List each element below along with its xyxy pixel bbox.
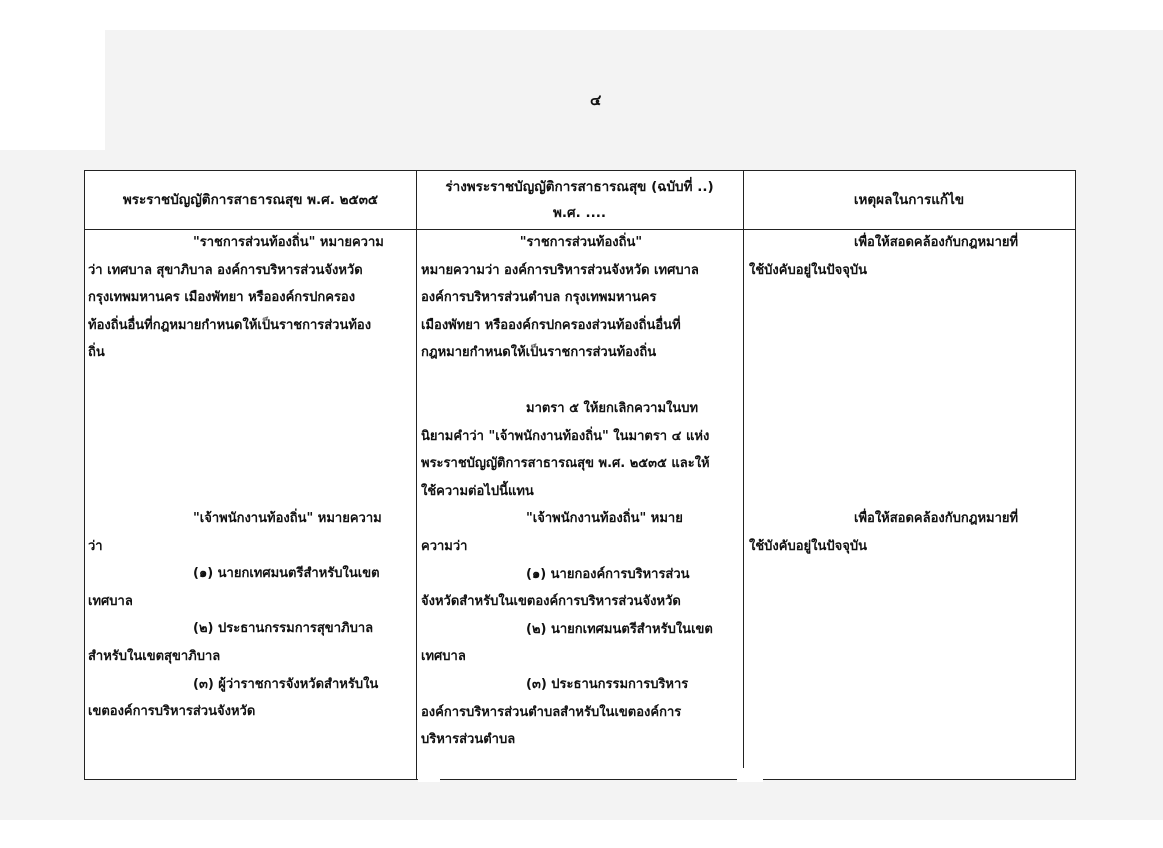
text-line: (๑) นายกเทศมนตรีสำหรับในเขต <box>193 566 380 582</box>
text-line: ถิ่น <box>88 345 105 361</box>
text-line: นิยามคำว่า "เจ้าพนักงานท้องถิ่น" ในมาตรา ๔ แห่ง <box>421 428 710 444</box>
text-line: เมืองพัทยา หรือองค์กรปกครองส่วนท้องถิ่นอื่นที่ <box>421 317 681 333</box>
text-line: ว่า เทศบาล สุขาภิบาล องค์การบริหารส่วนจังหวัด <box>88 262 363 278</box>
header-draft-act-line2: พ.ศ. .... <box>553 205 606 221</box>
header-reason-label: เหตุผลในการแก้ไข <box>853 192 965 208</box>
text-line: (๓) ผู้ว่าราชการจังหวัดสำหรับใน <box>193 676 379 692</box>
header-draft-act <box>416 171 743 229</box>
page-number: ๔ <box>590 91 602 109</box>
text-line: (๓) ประธานกรรมการบริหาร <box>526 676 689 692</box>
scan-gap <box>737 768 763 782</box>
text-line: "ราชการส่วนท้องถิ่น" <box>519 235 643 250</box>
text-line: ความว่า <box>421 538 468 554</box>
text-line: เขตองค์การบริหารส่วนจังหวัด <box>88 704 256 720</box>
text-line: เทศบาล <box>88 593 133 609</box>
text-line: สำหรับในเขตสุขาภิบาล <box>88 648 221 664</box>
text-line: ใช้บังคับอยู่ในปัจจุบัน <box>749 538 868 554</box>
text-line: (๒) นายกเทศมนตรีสำหรับในเขต <box>526 621 713 637</box>
definition-local-government-current <box>88 229 414 367</box>
text-line: (๒) ประธานกรรมการสุขาภิบาล <box>193 621 374 637</box>
text-line: "เจ้าพนักงานท้องถิ่น" หมาย <box>526 511 683 527</box>
text-line: องค์การบริหารส่วนตำบล กรุงเทพมหานคร <box>421 290 657 306</box>
column-draft-act <box>421 229 741 779</box>
text-line: "เจ้าพนักงานท้องถิ่น" หมายความ <box>193 510 382 526</box>
text-line: ว่า <box>88 538 103 554</box>
header-draft-act-line1: ร่างพระราชบัญญัติการสาธารณสุข (ฉบับที่ ..) <box>445 179 714 195</box>
text-line: เพื่อให้สอดคล้องกับกฎหมายที่ <box>854 511 1019 527</box>
header-current-act-label: พระราชบัญญัติการสาธารณสุข พ.ศ. ๒๕๓๕ <box>122 192 379 208</box>
text-line: พระราชบัญญัติการสาธารณสุข พ.ศ. ๒๕๓๕ และให้ <box>421 456 710 472</box>
text-line: ใช้บังคับอยู่ในปัจจุบัน <box>749 262 868 278</box>
text-line: มาตรา ๕ ให้ยกเลิกความในบท <box>526 400 699 416</box>
header-reason <box>743 171 1075 229</box>
text-line: จังหวัดสำหรับในเขตองค์การบริหารส่วนจังหวัด <box>421 594 681 610</box>
text-line: กรุงเทพมหานคร เมืองพัทยา หรือองค์กรปกครอง <box>88 290 356 306</box>
section-5-amendment <box>421 395 741 754</box>
column-divider <box>416 171 417 779</box>
text-line: เพื่อให้สอดคล้องกับกฎหมายที่ <box>854 235 1019 250</box>
text-line: ท้องถิ่นอื่นที่กฎหมายกำหนดให้เป็นราชการส่วนท้อง <box>88 317 372 333</box>
text-line: บริหารส่วนตำบล <box>421 732 516 748</box>
scan-gap <box>418 768 440 782</box>
reason-1 <box>749 229 1071 284</box>
comparison-table <box>84 170 1076 780</box>
definition-local-government-draft <box>421 229 741 367</box>
definition-local-officer-current <box>88 505 414 726</box>
column-current-act <box>88 229 414 779</box>
header-current-act <box>85 171 416 229</box>
text-line: กฎหมายกำหนดให้เป็นราชการส่วนท้องถิ่น <box>421 345 657 361</box>
text-line: "ราชการส่วนท้องถิ่น" หมายความ <box>193 235 384 250</box>
text-line: หมายความว่า องค์การบริหารส่วนจังหวัด เทศบาล <box>421 262 699 278</box>
column-reason <box>749 229 1071 779</box>
page-corner <box>0 30 105 150</box>
text-line: ใช้ความต่อไปนี้แทน <box>421 483 534 499</box>
text-line: องค์การบริหารส่วนตำบลสำหรับในเขตองค์การ <box>421 704 682 720</box>
column-divider <box>743 171 744 779</box>
text-line: เทศบาล <box>421 649 466 665</box>
reason-2 <box>749 505 1071 560</box>
text-line: (๑) นายกองค์การบริหารส่วน <box>526 566 690 582</box>
